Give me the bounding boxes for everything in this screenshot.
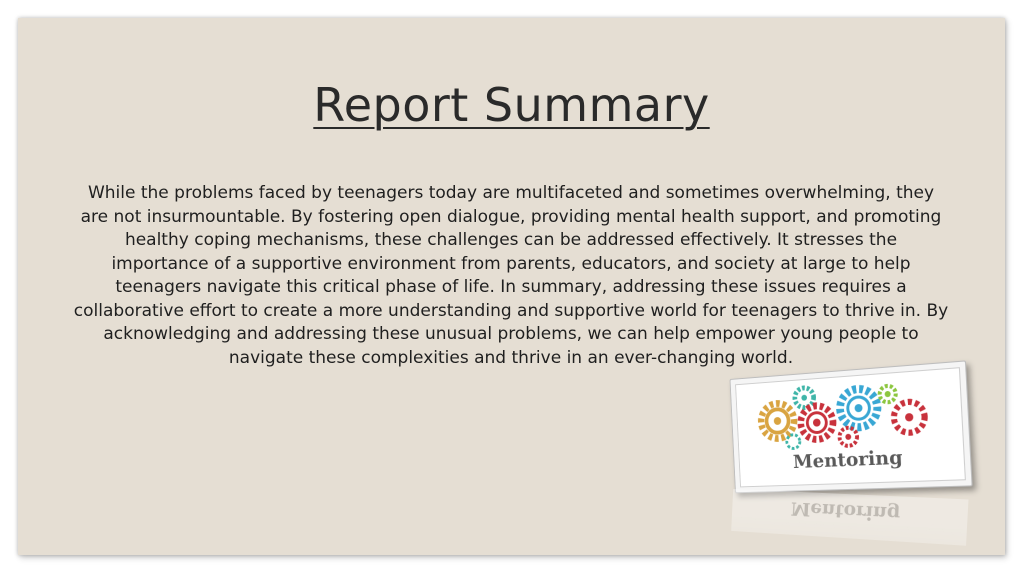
summary-line: collaborative effort to create a more understanding and supportive world for teenagers to thrive in. By — [73, 300, 949, 321]
gear-teal-icon — [794, 387, 814, 408]
slide-title: Report Summary — [313, 78, 710, 132]
gear-blue-icon — [839, 388, 878, 428]
gears-illustration — [743, 369, 954, 454]
summary-line: importance of a supportive environment from parents, educators, and society at large to help — [111, 253, 911, 274]
mentoring-image — [715, 366, 995, 536]
mentoring-reflection-label: Mentoring — [790, 497, 901, 526]
gear-gold-icon — [760, 402, 795, 439]
gear-red-icon — [800, 405, 834, 440]
mentoring-card — [730, 360, 973, 493]
mentoring-label: Mentoring — [792, 446, 904, 473]
summary-line: acknowledging and addressing these unusual problems, we can help empower young people to — [103, 324, 919, 344]
summary-line: teenagers navigate this critical phase of life. In summary, addressing these issues requires a — [115, 277, 907, 297]
gear-right-red-icon — [893, 401, 925, 434]
summary-line: While the problems faced by teenagers today are multifaceted and sometimes overwhelming, they — [87, 183, 935, 203]
summary-line: healthy coping mechanisms, these challenges can be addressed effectively. It stresses the — [124, 230, 898, 250]
summary-line: navigate these complexities and thrive in an ever-changing world. — [228, 347, 794, 368]
gear-green-icon — [879, 385, 896, 402]
gear-small-teal-icon — [786, 434, 800, 448]
summary-line: are not insurmountable. By fostering open dialogue, providing mental health support, and promoting — [80, 206, 942, 227]
summary-paragraph — [32, 182, 990, 370]
gear-small-red-icon — [839, 427, 857, 446]
